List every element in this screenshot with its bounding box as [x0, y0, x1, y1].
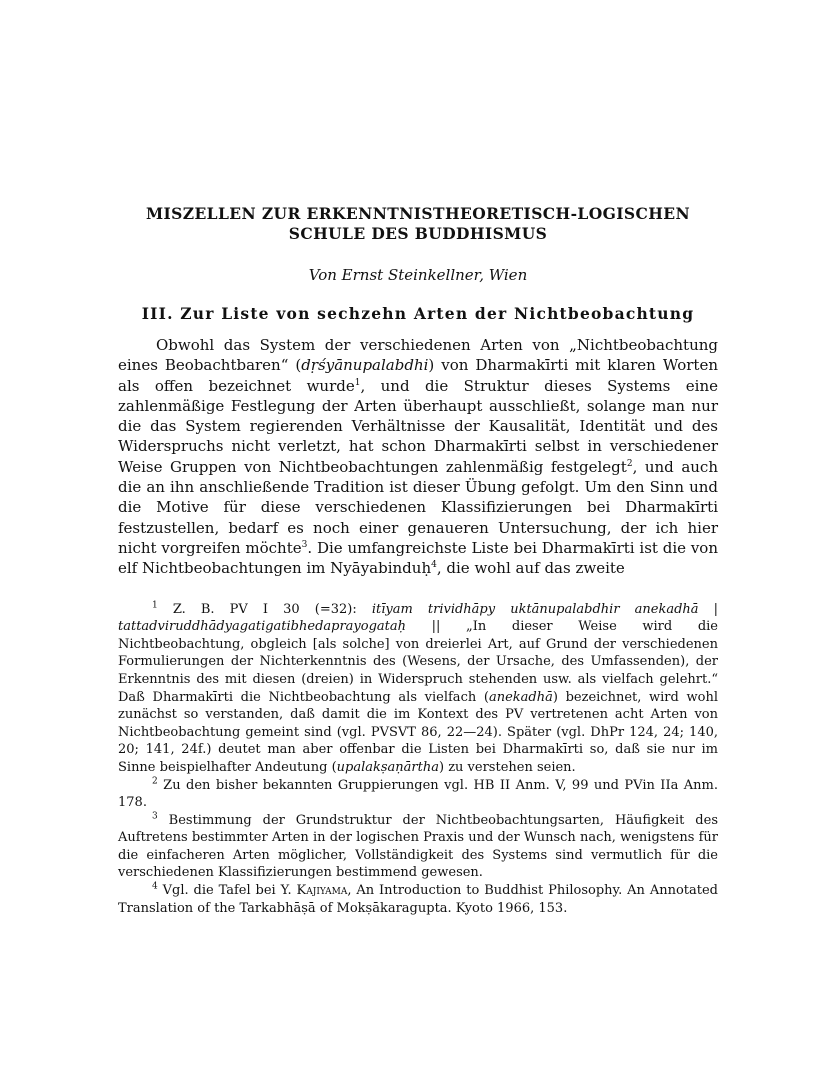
sanskrit-term: upalakṣaṇārtha	[336, 759, 439, 775]
footnote-ref-1[interactable]: 1	[354, 377, 361, 388]
paper-page	[118, 204, 718, 917]
footnote-4	[118, 882, 718, 917]
footnote-ref-2[interactable]: 2	[626, 458, 633, 469]
footnote-3	[118, 812, 718, 882]
author-line: Von Ernst Steinkellner, Wien	[308, 266, 528, 284]
footnote-2	[118, 777, 718, 812]
footnote-ref-3[interactable]: 3	[301, 539, 308, 550]
title-line-1: MISZELLEN ZUR ERKENNTNISTHEORETISCH-LOGISCHEN	[145, 204, 691, 223]
footnote-number: 3	[152, 811, 158, 822]
body-text: Obwohl das System der verschiedenen Arten von „Nichtbeobachtung eines Beobachtbaren“ (	[118, 336, 718, 375]
footnote-number: 1	[152, 600, 158, 611]
body-text: , die wohl auf das zweite	[436, 559, 625, 578]
article-title	[118, 204, 718, 244]
body-text: , und auch die an ihn anschließende Tradition ist dieser Übung gefolgt. Um den Sinn und die Motive für diese verschiedenen Klassifizierungen bei Dharmakīrti festzustellen, bedarf es noch einer genaueren Untersuchung, der ich hier nicht vorgreifen möchte	[118, 457, 718, 557]
footnote-text: Bestimmung der Grundstruktur der Nichtbeobachtungsarten, Häufigkeit des Auftretens bestimmter Arten in der logischen Praxis und der Wunsch nach, wenigstens für die einfacheren Arten möglicher, Vollständigkeit des Systems sind vermutlich für die verschiedenen Klassifizierungen bestimmend gewesen.	[118, 812, 718, 881]
footnote-text: Z. B. PV I 30 (=32):	[157, 601, 372, 617]
footnote-1	[118, 601, 718, 777]
footnotes	[118, 601, 718, 918]
footnote-ref-4[interactable]: 4	[431, 560, 437, 571]
footnote-text: || „In dieser Weise wird die Nichtbeobachtung, obgleich [als solche] von dreierlei Art, auf Grund der verschiedenen Formulierungen der Nichterkenntnis des (Wesens, der Ursache, des Umfassenden), der Erkenntnis des mit diesen (dreien) in Widerspruch stehenden usw. als vielfach gelehrt.“ Daß Dharmakīrti die Nichtbeobachtung als vielfach (	[118, 619, 718, 705]
body-text: , und die Struktur dieses Systems eine zahlenmäßige Festlegung der Arten überhaupt ausschließt, solange man nur die das System regierenden Verhältnisse der Kausalität, Identität und des Widerspruchs nicht verletzt, hat schon Dharmakīrti selbst in verschiedener Weise Gruppen von Nichtbeobachtungen zahlenmäßig festgelegt	[118, 376, 718, 476]
body-text: ) von Dharmakīrti mit klaren Worten als offen bezeichnet wurde	[118, 356, 718, 395]
sanskrit-term: anekadhā	[488, 689, 553, 705]
footnote-text: ) zu verstehen seien.	[439, 759, 576, 775]
footnote-number: 4	[152, 881, 158, 892]
footnote-text: , An Introduction to Buddhist Philosophy. An Annotated Translation of the Tarkabhāṣā of Mokṣākaragupta. Kyoto 1966, 153.	[118, 883, 718, 916]
sanskrit-term: dṛśyānupalabdhi	[301, 356, 429, 375]
title-line-2: SCHULE DES BUDDHISMUS	[288, 224, 548, 243]
footnote-text: Zu den bisher bekannten Gruppierungen vgl. HB II Anm. V, 99 und PVin IIa Anm. 178.	[118, 777, 718, 811]
section-heading: III. Zur Liste von sechzehn Arten der Nichtbeobachtung	[141, 304, 695, 323]
footnote-text: Vgl. die Tafel bei Y.	[157, 883, 297, 899]
footnote-text: ) bezeichnet, wird wohl zunächst so verstanden, daß damit die im Kontext des PV vertretenen acht Arten von Nichtbeobachtung gemeint sind (vgl. PVSVT 86, 22—24). Später (vgl. DhPr 124, 24; 140, 20; 141, 24f.) deutet man aber offenbar die Listen bei Dharmakīrti so, daß sie nur im Sinne beispielhafter Andeutung (	[118, 689, 718, 775]
body-paragraph	[118, 335, 718, 579]
footnote-number: 2	[152, 776, 158, 787]
body-text: . Die umfangreichste Liste bei Dharmakīrti ist die von elf Nichtbeobachtungen im Nyāyabinduḥ	[118, 538, 718, 578]
author-name: Kajiyama	[296, 883, 348, 899]
sanskrit-quote: itīyam trividhāpy uktānupalabdhir anekadhā | tattadviruddhādyagatigatibhedaprayogataḥ	[118, 601, 718, 635]
